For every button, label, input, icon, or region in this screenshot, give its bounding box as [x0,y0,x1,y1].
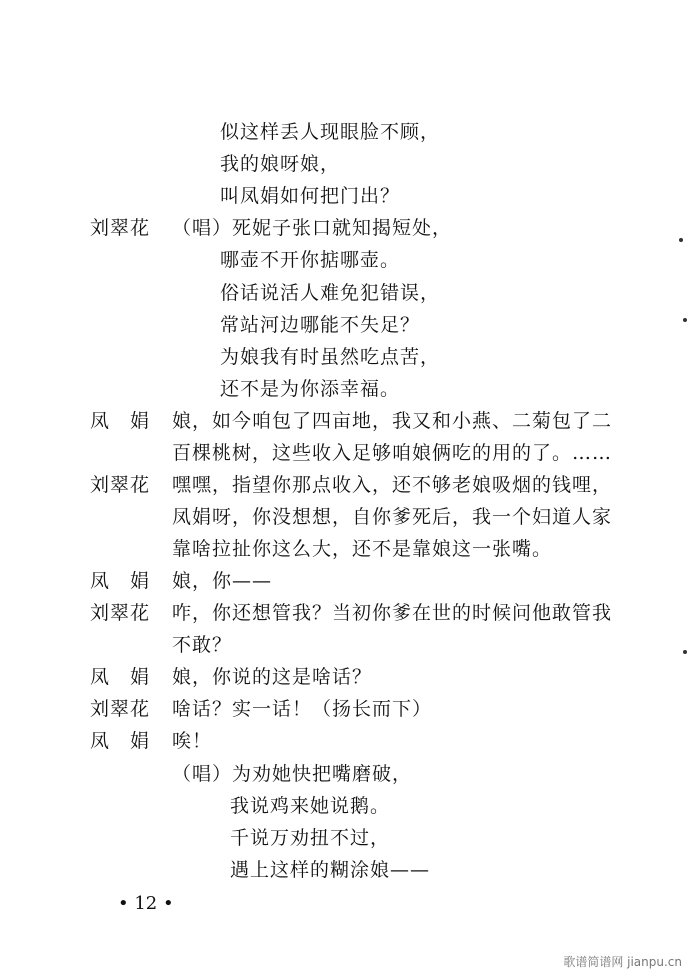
lyric-line: 哪壶不开你掂哪壶。 [220,249,401,271]
dialogue-line: 嘿嘿，指望你那点收入，还不够老娘吸烟的钱哩， [172,474,613,496]
lyric-line: 我的娘呀娘， [220,153,341,175]
scan-speck [679,238,683,242]
speaker-label: 刘翠花 [90,698,151,720]
scan-speck [683,650,687,654]
dialogue-line: 咋，你还想管我？当初你爹在世的时候问他敢管我 [172,602,613,624]
dialogue-line: 娘，你—— [172,570,273,592]
scan-speck [683,318,687,322]
watermark: 歌谱简谱网 jianpu.cn [563,955,682,969]
lyric-line: 千说万劝扭不过， [230,827,391,849]
lyric-line: 为娘我有时虽然吃点苦， [220,346,441,368]
lyric-line: 遇上这样的糊涂娘—— [230,859,431,881]
lyric-line: （唱）为劝她快把嘴磨破， [172,763,413,785]
lyric-line: 俗话说活人难免犯错误， [220,282,441,304]
dialogue-line: 凤娟呀，你没想想，自你爹死后，我一个妇道人家 [172,506,613,528]
lyric-line: （唱）死妮子张口就知揭短处， [172,217,453,239]
dialogue-line: 百棵桃树，这些收入足够咱娘俩吃的用的了。…… [172,442,613,464]
dialogue-line: 唉！ [172,730,213,752]
speaker-label: 凤 娟 [90,570,151,592]
speaker-label: 凤 娟 [90,666,151,688]
speaker-label: 凤 娟 [90,730,151,752]
lyric-line: 似这样丢人现眼脸不顾， [220,121,441,143]
speaker-label: 刘翠花 [90,602,151,624]
lyric-line: 我说鸡来她说鹅。 [230,795,391,817]
lyric-line: 还不是为你添幸福。 [220,378,401,400]
dialogue-line: 娘，如今咱包了四亩地，我又和小燕、二菊包了二 [172,410,613,432]
page-number: • 12 • [118,893,174,914]
speaker-label: 刘翠花 [90,474,151,496]
dialogue-line: 娘，你说的这是啥话？ [172,666,373,688]
lyric-line: 常站河边哪能不失足？ [220,314,421,336]
speaker-label: 凤 娟 [90,410,151,432]
dialogue-line: 靠啥拉扯你这么大，还不是靠娘这一张嘴。 [172,538,553,560]
lyric-line: 叫凤娟如何把门出？ [220,185,401,207]
dialogue-line: 不敢？ [172,634,233,656]
dialogue-line: 啥话？实一话！（扬长而下） [172,698,433,720]
speaker-label: 刘翠花 [90,217,151,239]
